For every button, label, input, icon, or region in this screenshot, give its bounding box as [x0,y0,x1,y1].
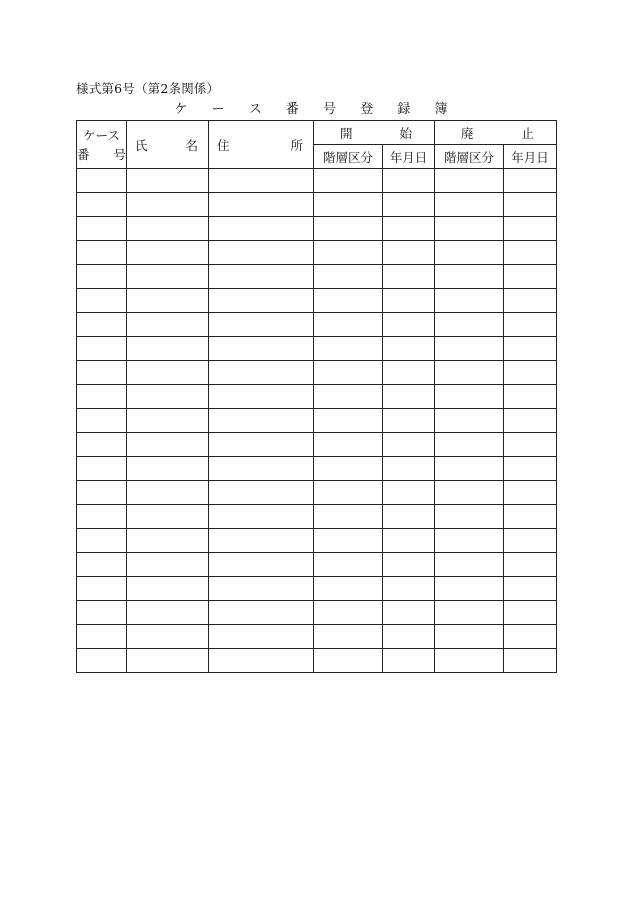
table-row [77,577,557,601]
start-date-cell[interactable] [383,289,435,313]
start-date-cell[interactable] [383,457,435,481]
start-category-cell[interactable] [314,265,383,289]
table-row [77,457,557,481]
name-cell[interactable] [127,217,209,241]
name-cell[interactable] [127,577,209,601]
end-category-cell[interactable] [435,361,504,385]
address-cell[interactable] [209,433,314,457]
start-date-cell[interactable] [383,505,435,529]
end-date-cell[interactable] [504,433,557,457]
start-category-cell[interactable] [314,385,383,409]
end-date-cell[interactable] [504,169,557,193]
start-category-cell[interactable] [314,169,383,193]
case-number-cell[interactable] [77,481,127,505]
address-cell[interactable] [209,649,314,673]
name-cell[interactable] [127,433,209,457]
header-address [209,121,314,169]
start-category-cell[interactable] [314,193,383,217]
start-category-cell[interactable] [314,361,383,385]
start-category-cell[interactable] [314,409,383,433]
case-number-cell[interactable] [77,457,127,481]
end-category-cell[interactable] [435,601,504,625]
address-cell[interactable] [209,313,314,337]
address-cell[interactable] [209,217,314,241]
end-category-cell[interactable] [435,649,504,673]
case-number-cell[interactable] [77,649,127,673]
page-title: ケ ー ス 番 号 登 録 簿 [174,102,458,117]
end-category-cell[interactable] [435,505,504,529]
start-category-cell[interactable] [314,289,383,313]
case-number-cell[interactable] [77,289,127,313]
end-date-cell[interactable] [504,529,557,553]
case-number-cell[interactable] [77,337,127,361]
name-cell[interactable] [127,289,209,313]
start-date-cell[interactable] [383,529,435,553]
start-date-cell[interactable] [383,265,435,289]
start-date-cell[interactable] [383,553,435,577]
end-category-cell[interactable] [435,337,504,361]
table-row [77,481,557,505]
header-start-char1: 開 [340,125,353,141]
end-category-cell[interactable] [435,265,504,289]
table-header [77,121,557,169]
end-category-cell[interactable] [435,553,504,577]
address-cell[interactable] [209,553,314,577]
end-date-cell[interactable] [504,313,557,337]
start-date-cell[interactable] [383,337,435,361]
name-cell[interactable] [127,241,209,265]
end-category-cell[interactable] [435,577,504,601]
table-row [77,289,557,313]
address-cell[interactable] [209,385,314,409]
end-category-cell[interactable] [435,433,504,457]
table-row [77,265,557,289]
start-date-cell[interactable] [383,601,435,625]
end-date-cell[interactable] [504,649,557,673]
address-cell[interactable] [209,289,314,313]
case-number-cell[interactable] [77,577,127,601]
start-category-cell[interactable] [314,337,383,361]
name-cell[interactable] [127,553,209,577]
end-date-cell[interactable] [504,385,557,409]
table-row [77,241,557,265]
name-cell[interactable] [127,457,209,481]
case-number-cell[interactable] [77,193,127,217]
start-category-cell[interactable] [314,241,383,265]
header-start-date: 年月日 [383,145,435,169]
name-cell[interactable] [127,337,209,361]
header-end-category: 階層区分 [435,145,504,169]
end-date-cell[interactable] [504,505,557,529]
end-date-cell[interactable] [504,361,557,385]
end-category-cell[interactable] [435,481,504,505]
case-number-cell[interactable] [77,313,127,337]
address-cell[interactable] [209,337,314,361]
table-body [77,169,557,673]
end-date-cell[interactable] [504,337,557,361]
end-date-cell[interactable] [504,217,557,241]
end-date-cell[interactable] [504,409,557,433]
name-cell[interactable] [127,193,209,217]
start-category-cell[interactable] [314,457,383,481]
start-date-cell[interactable] [383,481,435,505]
table-row [77,409,557,433]
name-cell[interactable] [127,385,209,409]
header-address-char1: 住 [217,137,230,153]
address-cell[interactable] [209,505,314,529]
name-cell[interactable] [127,529,209,553]
table-row [77,193,557,217]
start-date-cell[interactable] [383,625,435,649]
header-start-group [314,121,435,145]
header-end-group [435,121,557,145]
case-number-cell[interactable] [77,241,127,265]
end-date-cell[interactable] [504,577,557,601]
table-row [77,169,557,193]
form-number: 様式第6号（第2条関係） [76,81,220,96]
address-cell[interactable] [209,481,314,505]
address-cell[interactable] [209,193,314,217]
header-start-char2: 始 [399,125,412,141]
name-cell[interactable] [127,361,209,385]
name-cell[interactable] [127,625,209,649]
name-cell[interactable] [127,313,209,337]
end-date-cell[interactable] [504,193,557,217]
name-cell[interactable] [127,649,209,673]
end-date-cell[interactable] [504,601,557,625]
end-date-cell[interactable] [504,625,557,649]
case-number-cell[interactable] [77,505,127,529]
start-category-cell[interactable] [314,505,383,529]
end-category-cell[interactable] [435,457,504,481]
table-row [77,529,557,553]
address-cell[interactable] [209,169,314,193]
end-date-cell[interactable] [504,265,557,289]
end-date-cell[interactable] [504,289,557,313]
header-start-category: 階層区分 [314,145,383,169]
case-number-cell[interactable] [77,553,127,577]
case-number-cell[interactable] [77,409,127,433]
header-end-date: 年月日 [504,145,557,169]
address-cell[interactable] [209,457,314,481]
start-date-cell[interactable] [383,361,435,385]
start-date-cell[interactable] [383,313,435,337]
start-date-cell[interactable] [383,385,435,409]
name-cell[interactable] [127,601,209,625]
end-category-cell[interactable] [435,217,504,241]
start-category-cell[interactable] [314,529,383,553]
start-date-cell[interactable] [383,217,435,241]
name-cell[interactable] [127,481,209,505]
address-cell[interactable] [209,241,314,265]
header-end-char1: 廃 [461,125,474,141]
end-date-cell[interactable] [504,457,557,481]
address-cell[interactable] [209,529,314,553]
start-category-cell[interactable] [314,433,383,457]
name-cell[interactable] [127,505,209,529]
header-case-number-line1: ケース [83,127,120,143]
start-category-cell[interactable] [314,625,383,649]
end-category-cell[interactable] [435,193,504,217]
table-row [77,433,557,457]
address-cell[interactable] [209,601,314,625]
end-category-cell[interactable] [435,289,504,313]
header-case-number [77,121,136,169]
header-name-char1: 氏 [135,137,148,153]
case-number-cell[interactable] [77,217,127,241]
table-row [77,601,557,625]
table-row [77,337,557,361]
end-category-cell[interactable] [435,169,504,193]
table-row [77,625,557,649]
start-category-cell[interactable] [314,649,383,673]
end-category-cell[interactable] [435,241,504,265]
start-category-cell[interactable] [314,481,383,505]
start-date-cell[interactable] [383,169,435,193]
start-date-cell[interactable] [383,409,435,433]
start-category-cell[interactable] [314,217,383,241]
name-cell[interactable] [127,409,209,433]
start-date-cell[interactable] [383,577,435,601]
table-row [77,313,557,337]
start-date-cell[interactable] [383,433,435,457]
table-row [77,553,557,577]
end-date-cell[interactable] [504,241,557,265]
table-row [77,385,557,409]
case-number-cell[interactable] [77,361,127,385]
end-category-cell[interactable] [435,409,504,433]
start-date-cell[interactable] [383,649,435,673]
case-number-register-table [76,120,557,673]
case-number-cell[interactable] [77,433,127,457]
table-row [77,361,557,385]
case-number-cell[interactable] [77,265,127,289]
start-category-cell[interactable] [314,553,383,577]
start-category-cell[interactable] [314,577,383,601]
end-date-cell[interactable] [504,481,557,505]
case-number-cell[interactable] [77,385,127,409]
case-number-cell[interactable] [77,169,127,193]
end-date-cell[interactable] [504,553,557,577]
header-case-number-line2: 番 号 [77,146,136,162]
header-end-char2: 止 [521,125,534,141]
name-cell[interactable] [127,169,209,193]
end-category-cell[interactable] [435,529,504,553]
address-cell[interactable] [209,361,314,385]
address-cell[interactable] [209,409,314,433]
table-row [77,217,557,241]
end-category-cell[interactable] [435,625,504,649]
end-category-cell[interactable] [435,313,504,337]
address-cell[interactable] [209,265,314,289]
table-row [77,505,557,529]
table-row [77,649,557,673]
end-category-cell[interactable] [435,385,504,409]
name-cell[interactable] [127,265,209,289]
case-number-cell[interactable] [77,601,127,625]
start-category-cell[interactable] [314,313,383,337]
address-cell[interactable] [209,625,314,649]
address-cell[interactable] [209,577,314,601]
header-name-char2: 名 [185,137,198,153]
start-date-cell[interactable] [383,193,435,217]
case-number-cell[interactable] [77,529,127,553]
header-address-char2: 所 [290,137,303,153]
start-category-cell[interactable] [314,601,383,625]
start-date-cell[interactable] [383,241,435,265]
header-name [127,121,209,169]
case-number-cell[interactable] [77,625,127,649]
